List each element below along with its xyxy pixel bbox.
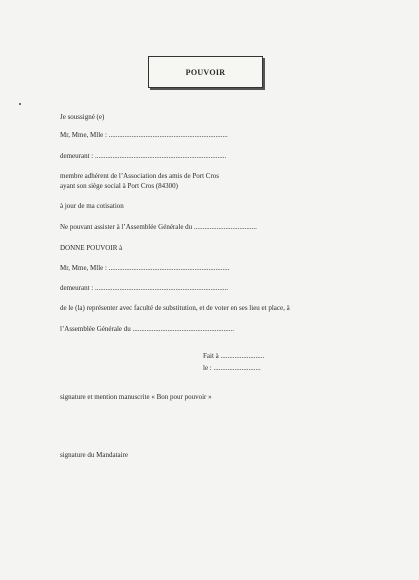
mandataire-signature-line: signature du Mandataire xyxy=(60,451,129,459)
stray-mark xyxy=(19,103,21,105)
date-line: le : ........................... xyxy=(203,364,261,372)
document-title: POUVOIR xyxy=(185,67,226,77)
mandataire-name-line: Mr, Mme, Mlle : ..................................................................... xyxy=(60,264,230,272)
assembly-absence-line: Ne pouvant assister à l’Assemblée Générale du .................................... xyxy=(60,223,257,231)
mandant-name-line: Mr, Mme, Mlle : .................................................................... xyxy=(60,131,228,139)
mandataire-address-line: demeurant : ............................................................................ xyxy=(60,284,228,292)
mandant-address-line: demeurant : ........................................................................... xyxy=(60,152,227,160)
cotisation-line: à jour de ma cotisation xyxy=(60,202,124,210)
headquarters-line: ayant son siège social à Port Cros (84300) xyxy=(60,182,179,190)
representation-line: de le (la) représenter avec faculté de substitution, et de voter en ses lieu et place, à xyxy=(60,304,290,312)
donne-pouvoir-line: DONNE POUVOIR à xyxy=(60,244,123,252)
title-box xyxy=(148,56,263,88)
assembly-date-line: l’Assemblée Générale du .......................................................... xyxy=(60,325,234,333)
place-line: Fait à ......................... xyxy=(203,352,265,360)
membership-line: membre adhérent de l’Association des amis de Port Cros xyxy=(60,172,220,180)
intro-line: Je soussigné (e) xyxy=(60,113,105,121)
signature-mention-line: signature et mention manuscrite « Bon pour pouvoir » xyxy=(60,393,212,401)
